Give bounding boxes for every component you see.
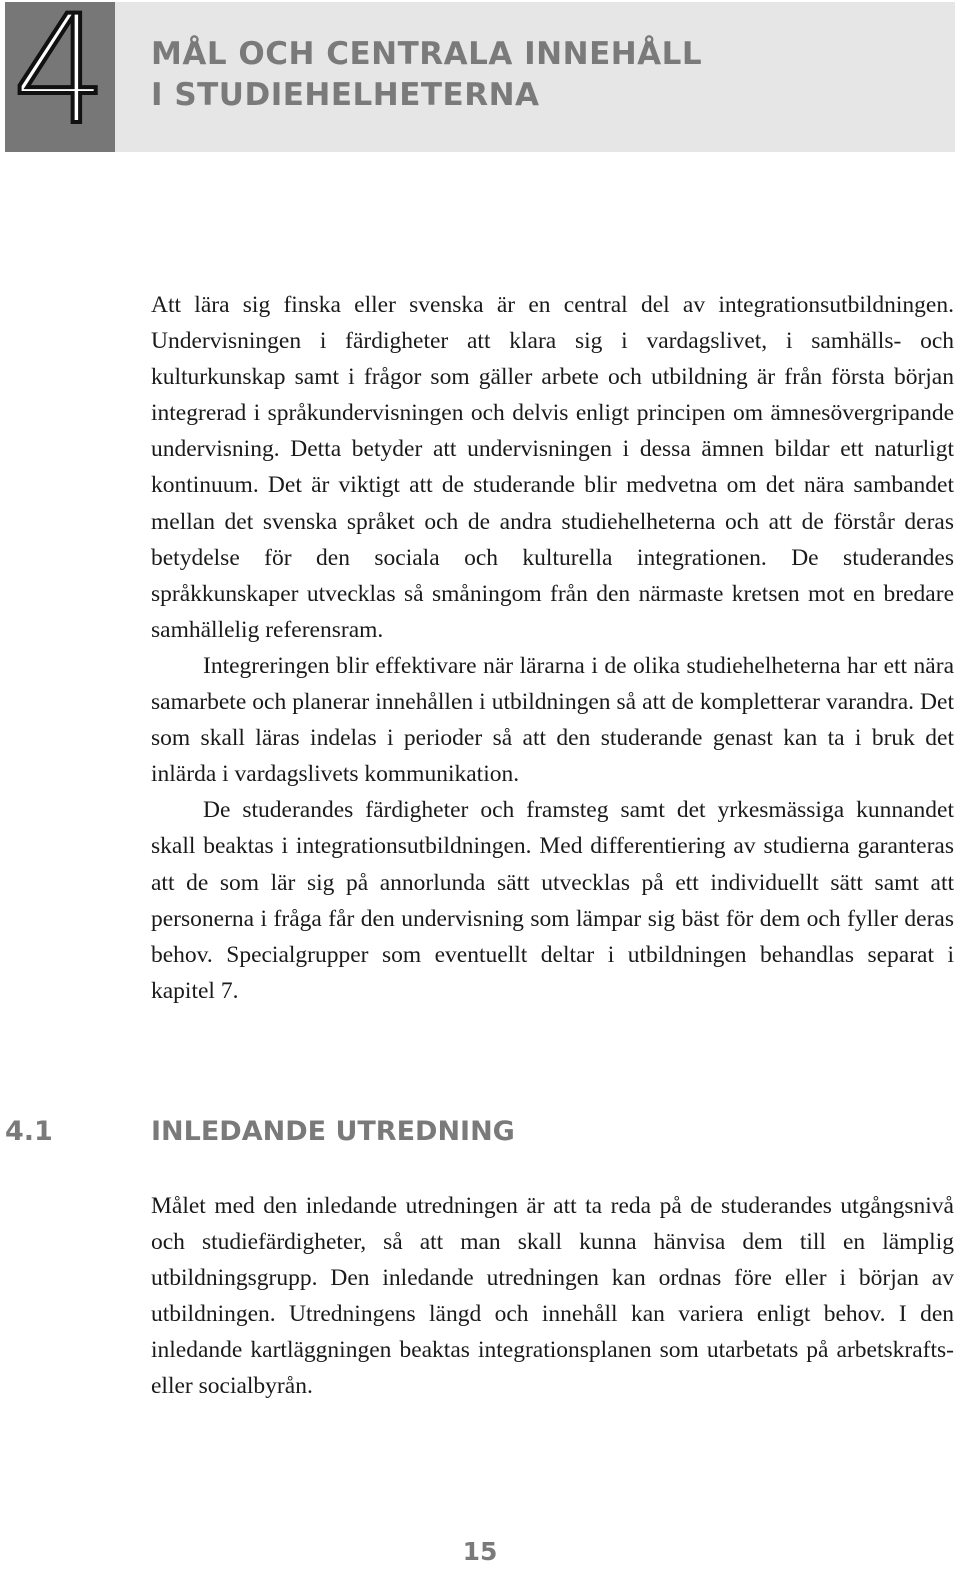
chapter-number-box: [5, 2, 115, 152]
section-paragraph: Målet med den inledande utredningen är att ta reda på de studerandes utgångsnivå och studiefärdigheter, så att man skall kunna hänvisa dem till en lämplig utbildningsgrupp. Den inledande utredningen kan ordnas före eller i början av utbildningen. Utredningens längd och innehåll kan variera enligt behov. I den inledande kartläggningen beaktas integrationsplanen som utarbetats på arbetskrafts- eller socialbyrån.: [151, 1193, 954, 1400]
intro-paragraph-1: Att lära sig finska eller svenska är en central del av integrationsutbildningen. Undervisningen i färdigheter att klara sig i vardagslivet, i samhälls- och kulturkunskap samt i frågor som gäller arbete och utbildning är från första början integrerad i språkundervisningen och delvis enligt principen om ämnesövergripande undervisning. Detta betyder att undervisningen i dessa ämnen bildar ett naturligt kontinuum. Det är viktigt att de studerande blir medvetna om det nära sambandet mellan det svenska språket och de andra studiehelheterna och att de förstår deras betydelse för den sociala och kulturella integrationen. De studerandes språkkunskaper utvecklas så småningom från den närmaste kretsen mot en bredare samhällelig referensram.: [151, 292, 954, 643]
chapter-number: 4: [12, 2, 108, 152]
section-text: [151, 1188, 954, 1405]
page-number: 15: [462, 1537, 498, 1566]
section-number: 4.1: [5, 1116, 53, 1147]
intro-paragraph-2: Integreringen blir effektivare när lärarna i de olika studiehelheterna har ett nära samarbete och planerar innehållen i utbildningen så att de kompletterar varandra. Det som skall läras indelas i perioder så att den studerande genast kan ta i bruk det inlärda i vardagslivets kommunikation.: [151, 652, 954, 788]
chapter-title-line-1: MÅL OCH CENTRALA INNEHÅLL: [151, 36, 703, 72]
chapter-title: [151, 34, 702, 116]
intro-text: [151, 287, 954, 1009]
intro-paragraph-3: De studerandes färdigheter och framsteg samt det yrkesmässiga kunnandet skall beaktas i integrationsutbildningen. Med differentiering av studierna garanteras att de som lär sig på annorlunda sätt utvecklas på ett individuellt sätt samt att personerna i fråga får den undervisning som lämpar sig bäst för dem och fyller deras behov. Specialgrupper som eventuellt deltar i utbildningen behandlas separat i kapitel 7.: [151, 797, 954, 1004]
section-title: INLEDANDE UTREDNING: [151, 1116, 515, 1147]
chapter-title-line-2: I STUDIEHELHETERNA: [151, 77, 540, 113]
chapter-header: [5, 2, 955, 152]
